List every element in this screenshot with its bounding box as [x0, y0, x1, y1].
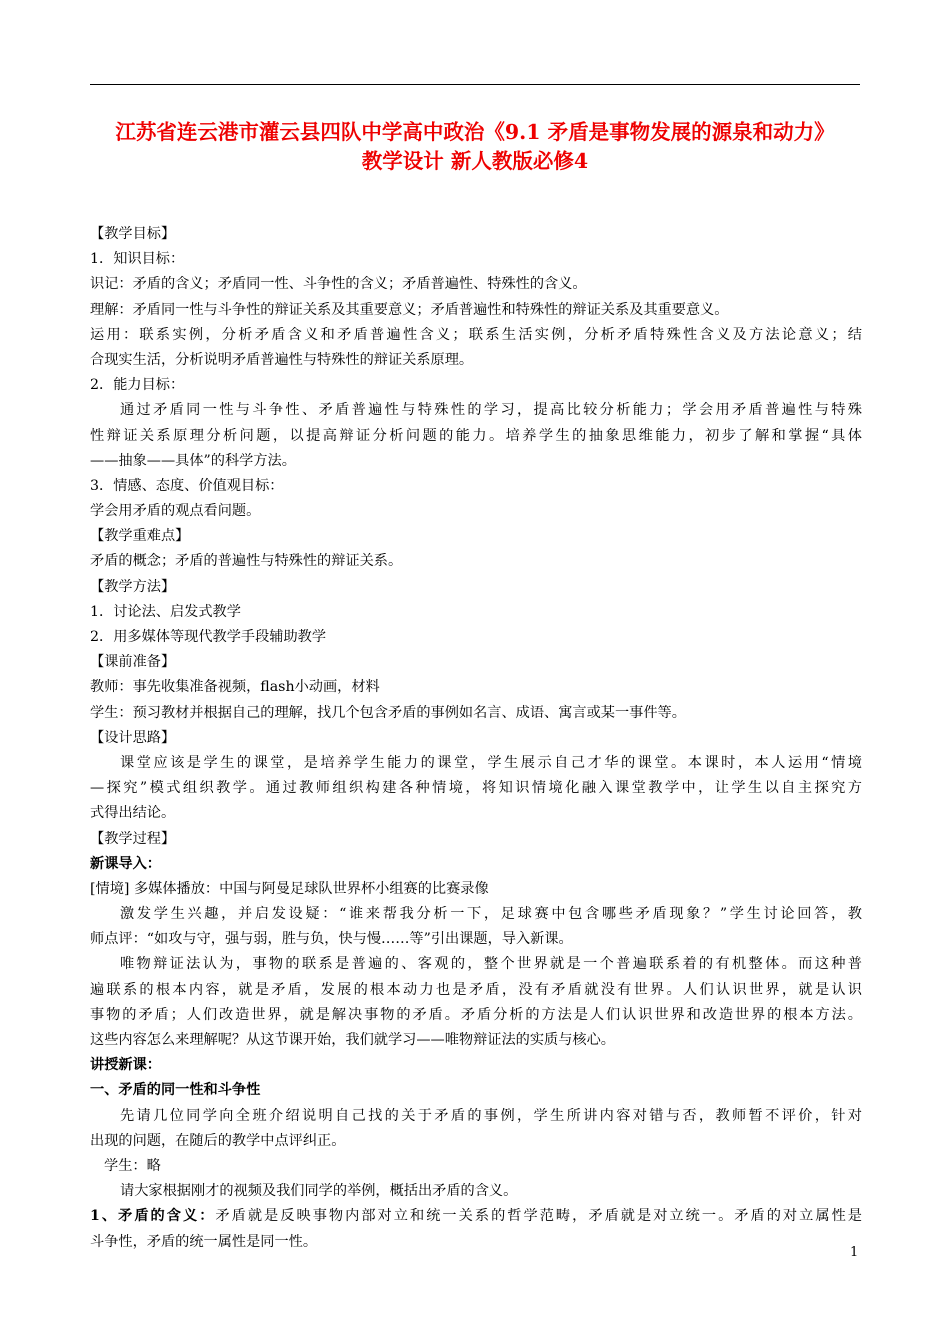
text-line: 理解：矛盾同一性与斗争性的辩证关系及其重要意义；矛盾普遍性和特殊性的辩证关系及其重要意义。 [90, 301, 729, 318]
title-line-1: 江苏省连云港市灌云县四队中学高中政治《9.1 矛盾是事物发展的源泉和动力》 [115, 120, 835, 144]
text-line: 式得出结论。 [90, 805, 176, 822]
text-line: 事物的矛盾；人们改造世界，就是解决事物的矛盾。矛盾分析的方法是人们认识世界和改造世界的根本方法。 [90, 1006, 862, 1023]
text-line: 学会用矛盾的观点看问题。 [90, 503, 261, 520]
text-line: 矛盾的概念；矛盾的普遍性与特殊性的辩证关系。 [90, 553, 403, 570]
line-text: 矛盾就是反映事物内部对立和统一关系的哲学范畴，矛盾就是对立统一。矛盾的对立属性是 [215, 1208, 862, 1225]
text-line: 1．讨论法、启发式教学 [90, 603, 241, 620]
line-heading: 1、矛盾的含义： [90, 1208, 216, 1225]
text-line: 2．用多媒体等现代教学手段辅助教学 [90, 629, 327, 645]
page-number: 1 [850, 1245, 859, 1260]
text-line: 【教学过程】 [90, 830, 176, 847]
text-line: 【设计思路】 [90, 729, 176, 746]
text-line: 【教学重难点】 [90, 528, 190, 545]
text-line: 一、矛盾的同一性和斗争性 [90, 1082, 261, 1099]
text-line: 课堂应该是学生的课堂，是培养学生能力的课堂，学生展示自己才华的课堂。本课时，本人运用“情境 [120, 754, 862, 771]
text-line: 新课导入： [90, 855, 161, 872]
text-line: 教师：事先收集准备视频，flash小动画，材料 [90, 679, 380, 696]
text-line: 运用：联系实例，分析矛盾含义和矛盾普遍性含义；联系生活实例，分析矛盾特殊性含义及方法论意义；结 [90, 326, 862, 343]
text-line: 遍联系的根本内容，就是矛盾，发展的根本动力也是矛盾，没有矛盾就没有世界。人们认识世界，就是认识 [90, 981, 862, 998]
title-line-2: 教学设计 新人教版必修4 [361, 149, 589, 173]
text-line: 学生：预习教材并根据自己的理解，找几个包含矛盾的事例如名言、成语、寓言或某一事件等。 [90, 704, 686, 721]
text-line: 激发学生兴趣，并启发设疑：“谁来帮我分析一下，足球赛中包含哪些矛盾现象？”学生讨论回答，教 [120, 906, 862, 923]
text-line: 通过矛盾同一性与斗争性、矛盾普遍性与特殊性的学习，提高比较分析能力；学会用矛盾普遍性与特殊 [120, 402, 862, 419]
document-title [80, 118, 870, 176]
text-line: 【教学方法】 [90, 578, 176, 595]
text-line: 3．情感、态度、价值观目标： [90, 477, 284, 494]
text-line: 学生：略 [104, 1157, 161, 1174]
text-line: 唯物辩证法认为，事物的联系是普遍的、客观的，整个世界就是一个普遍联系着的有机整体。而这种普 [120, 956, 862, 973]
text-line: 【教学目标】 [90, 226, 176, 242]
text-line: 合现实生活，分析说明矛盾普遍性与特殊性的辩证关系原理。 [90, 351, 474, 368]
text-line: ——抽象——具体”的科学方法。 [90, 452, 296, 469]
text-line: 识记：矛盾的含义；矛盾同一性、斗争性的含义；矛盾普遍性、特殊性的含义。 [90, 276, 587, 293]
text-line: 【课前准备】 [90, 654, 176, 671]
header-rule [90, 84, 860, 85]
text-line: 这些内容怎么来理解呢？从这节课开始，我们就学习——唯物辩证法的实质与核心。 [90, 1032, 615, 1048]
text-line: 师点评：“如攻与守，强与弱，胜与负，快与慢……等”引出课题，导入新课。 [90, 931, 573, 948]
text-line [90, 1204, 862, 1229]
text-line: 性辩证关系原理分析问题，以提高辩证分析问题的能力。培养学生的抽象思维能力，初步了解和掌握“具体 [90, 427, 862, 444]
text-line: —探究”模式组织教学。通过教师组织构建各种情境，将知识情境化融入课堂教学中，让学生以自主探究方 [90, 780, 862, 797]
text-line: 出现的问题，在随后的教学中点评纠正。 [90, 1132, 346, 1149]
text-line: 2．能力目标： [90, 377, 185, 394]
text-line: 斗争性，矛盾的统一属性是同一性。 [90, 1233, 318, 1250]
text-line: 先请几位同学向全班介绍说明自己找的关于矛盾的事例，学生所讲内容对错与否，教师暂不评价，针对 [120, 1107, 862, 1124]
document-body [90, 222, 862, 1255]
text-line: [情境] 多媒体播放：中国与阿曼足球队世界杯小组赛的比赛录像 [90, 880, 489, 897]
text-line: 请大家根据刚才的视频及我们同学的举例，概括出矛盾的含义。 [120, 1183, 518, 1200]
text-line: 1．知识目标： [90, 251, 185, 268]
text-line: 讲授新课： [90, 1057, 161, 1074]
